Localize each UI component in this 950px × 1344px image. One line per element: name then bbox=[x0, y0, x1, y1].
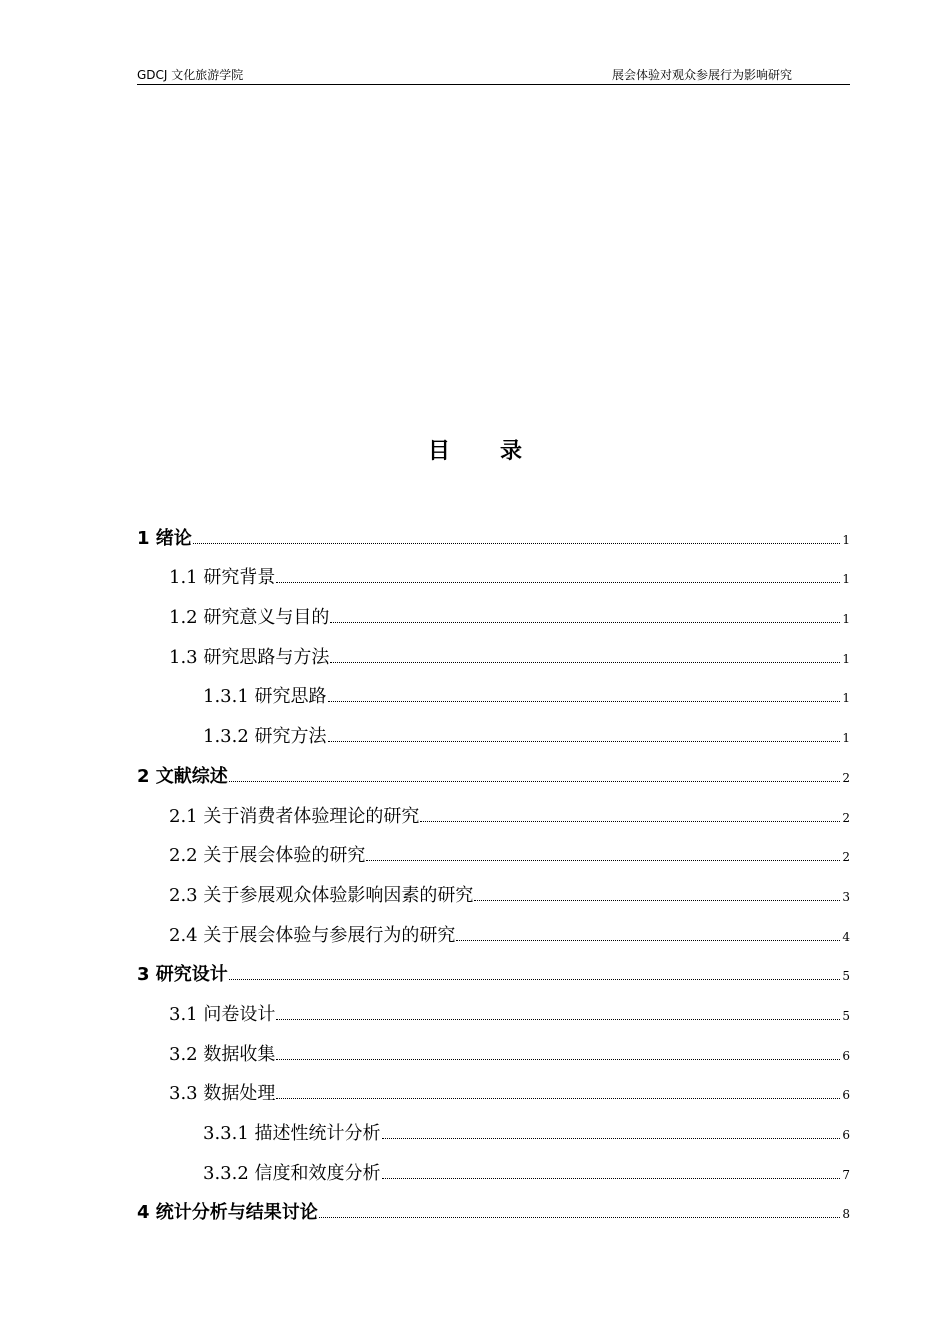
toc-leader-dots bbox=[328, 700, 840, 702]
toc-entry-page: 3 bbox=[842, 889, 850, 904]
toc-leader-dots bbox=[420, 820, 840, 822]
toc-entry[interactable] bbox=[137, 788, 850, 828]
toc-entry-label: 1.1 研究背景 bbox=[169, 567, 276, 589]
toc-leader-dots bbox=[319, 1216, 840, 1218]
toc-entry-label: 4 统计分析与结果讨论 bbox=[137, 1202, 318, 1224]
toc-entry-page: 1 bbox=[842, 691, 850, 706]
header-institution: GDCJ 文化旅游学院 bbox=[137, 68, 244, 82]
toc-entry-page: 6 bbox=[842, 1128, 850, 1142]
toc-entry[interactable] bbox=[137, 1185, 850, 1225]
toc-entry-page: 1 bbox=[842, 731, 850, 746]
toc-title: 目录 bbox=[427, 439, 572, 464]
toc-entry[interactable] bbox=[137, 550, 850, 590]
toc-entry-label: 1 绪论 bbox=[137, 527, 192, 549]
toc-entry[interactable] bbox=[137, 1145, 850, 1185]
toc-entry[interactable] bbox=[137, 907, 850, 947]
toc-entry[interactable] bbox=[137, 1026, 850, 1066]
toc-entry-label: 2 文献综述 bbox=[137, 765, 228, 787]
toc-entry[interactable] bbox=[137, 828, 850, 868]
toc-leader-dots bbox=[456, 939, 840, 941]
toc-entry-page: 4 bbox=[842, 929, 850, 944]
toc-entry-page: 1 bbox=[842, 572, 850, 587]
toc-entry-page: 2 bbox=[842, 810, 850, 825]
toc-entry-label: 1.2 研究意义与目的 bbox=[169, 607, 330, 629]
toc-entry-page: 2 bbox=[842, 850, 850, 865]
toc-entry-page: 8 bbox=[842, 1207, 850, 1222]
toc-entry-page: 2 bbox=[842, 770, 850, 785]
toc-entry[interactable] bbox=[137, 986, 850, 1026]
table-of-contents bbox=[137, 510, 850, 1224]
toc-leader-dots bbox=[229, 978, 840, 980]
toc-entry[interactable] bbox=[137, 708, 850, 748]
toc-entry-label: 2.1 关于消费者体验理论的研究 bbox=[169, 805, 420, 827]
toc-entry[interactable] bbox=[137, 629, 850, 669]
toc-entry-label: 1.3.1 研究思路 bbox=[203, 686, 327, 708]
toc-entry-page: 6 bbox=[842, 1048, 850, 1063]
toc-entry-label: 3.1 问卷设计 bbox=[169, 1003, 276, 1025]
toc-entry[interactable] bbox=[137, 589, 850, 629]
toc-entry-page: 1 bbox=[842, 651, 850, 666]
toc-entry-label: 3.3.1 描述性统计分析 bbox=[203, 1123, 381, 1144]
toc-entry-page: 1 bbox=[842, 612, 850, 627]
toc-leader-dots bbox=[193, 542, 840, 544]
toc-leader-dots bbox=[474, 899, 840, 901]
toc-entry-label: 3.2 数据收集 bbox=[169, 1043, 276, 1065]
toc-leader-dots bbox=[382, 1177, 840, 1179]
toc-leader-dots bbox=[366, 859, 840, 861]
toc-entry-label: 2.4 关于展会体验与参展行为的研究 bbox=[169, 924, 456, 946]
toc-entry-page: 5 bbox=[842, 1008, 850, 1023]
toc-leader-dots bbox=[330, 661, 840, 663]
toc-leader-dots bbox=[276, 1097, 840, 1099]
toc-entry-label: 1.3.2 研究方法 bbox=[203, 726, 327, 748]
toc-entry[interactable] bbox=[137, 867, 850, 907]
toc-leader-dots bbox=[276, 1058, 840, 1060]
toc-entry[interactable] bbox=[137, 510, 850, 550]
toc-entry[interactable] bbox=[137, 748, 850, 788]
toc-entry-page: 7 bbox=[842, 1167, 850, 1182]
toc-entry-label: 2.3 关于参展观众体验影响因素的研究 bbox=[169, 884, 474, 906]
toc-entry-page: 5 bbox=[842, 969, 850, 984]
toc-entry[interactable] bbox=[137, 947, 850, 987]
toc-entry-label: 2.2 关于展会体验的研究 bbox=[169, 845, 366, 867]
toc-entry-label: 3 研究设计 bbox=[137, 964, 228, 986]
page-header bbox=[137, 68, 850, 85]
toc-leader-dots bbox=[276, 1018, 840, 1020]
toc-leader-dots bbox=[229, 780, 840, 782]
toc-entry-page: 1 bbox=[842, 532, 850, 547]
toc-entry-page: 6 bbox=[842, 1088, 850, 1103]
toc-leader-dots bbox=[276, 581, 840, 583]
toc-entry-label: 3.3.2 信度和效度分析 bbox=[203, 1162, 381, 1184]
toc-leader-dots bbox=[382, 1137, 840, 1139]
toc-leader-dots bbox=[328, 740, 840, 742]
toc-entry[interactable] bbox=[137, 1066, 850, 1106]
toc-entry[interactable] bbox=[137, 1105, 850, 1145]
toc-entry[interactable] bbox=[137, 669, 850, 709]
toc-leader-dots bbox=[330, 621, 840, 623]
toc-entry-label: 3.3 数据处理 bbox=[169, 1083, 276, 1105]
header-thesis-title: 展会体验对观众参展行为影响研究 bbox=[611, 68, 792, 82]
toc-entry-label: 1.3 研究思路与方法 bbox=[169, 646, 330, 668]
